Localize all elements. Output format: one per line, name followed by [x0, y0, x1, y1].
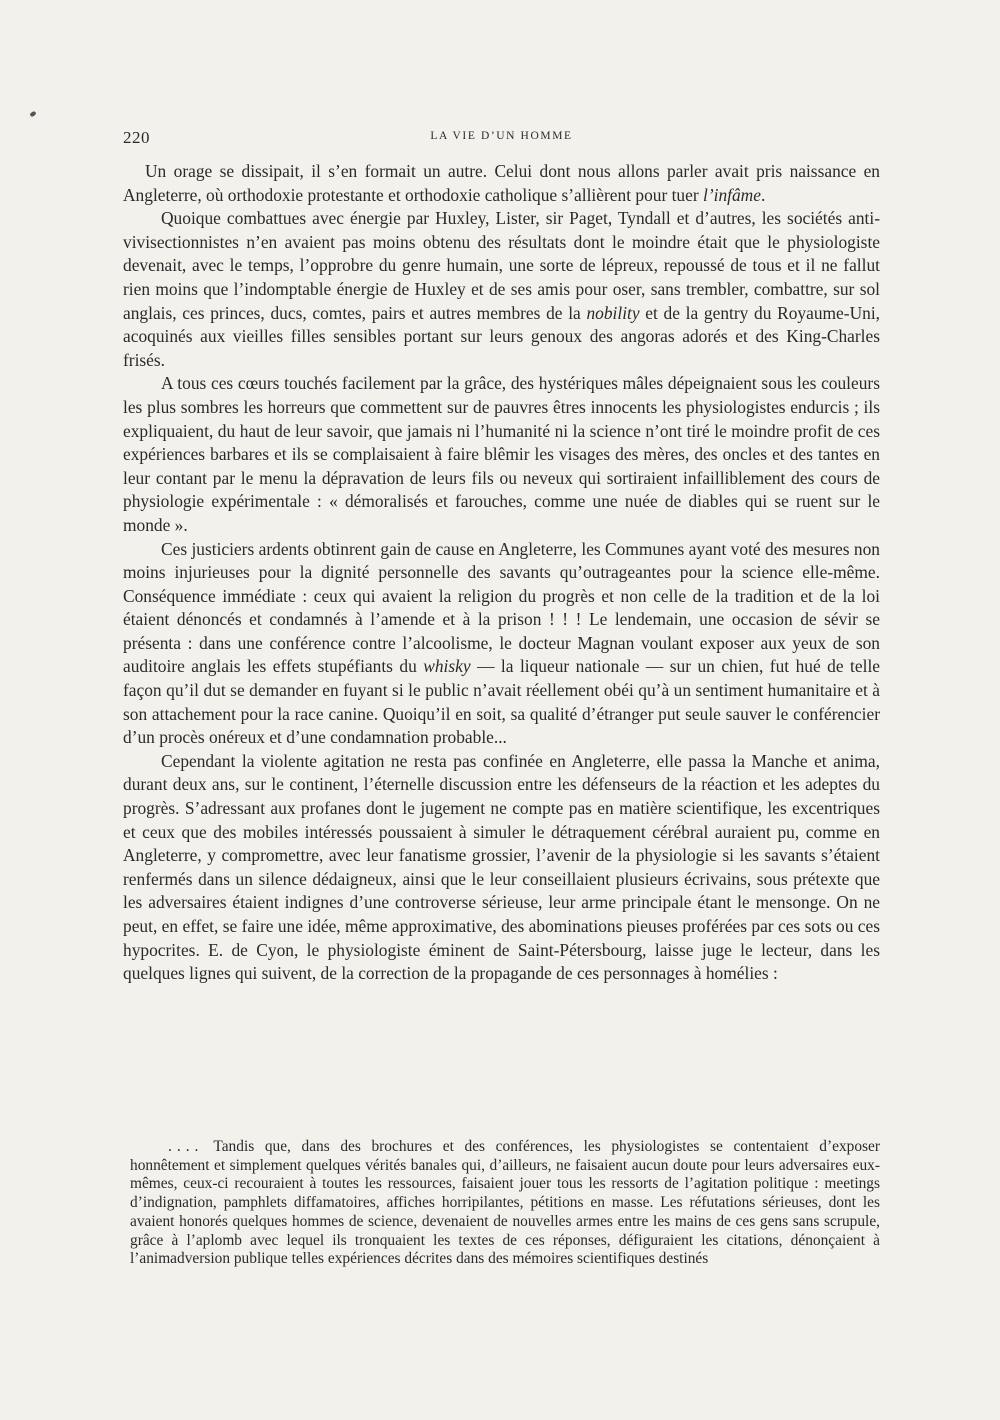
paragraph-3: A tous ces cœurs touchés facilement par la grâce, des hystériques mâles dépeignaient sous les couleurs les plus sombres les horreurs que commettent sur de pauvres êtres innocents les physiologistes endurcis ; ils expliquaient, du haut de leur savoir, que jamais ni l’humanité ni la science n’ont tiré le moindre profit de ces expériences barbares et ils se complaisaient à faire blêmir les visages des mères, des oncles et des tantes en leur contant par le menu la dépravation de leurs fils ou neveux qui sortiraient infailliblement des cours de physiologie expérimentale : « démoralisés et farouches, comme une nuée de diables qui se ruent sur le monde ». — [123, 373, 880, 535]
block-quote — [130, 1138, 880, 1269]
main-text — [123, 160, 880, 986]
paragraph-4-text-end: — la liqueur nationale — sur un chien, fut hué de telle façon qu’il dut se demander en fuyant si le public n’avait réellement obéi qu’à un sentiment humanitaire et à son attachement pour la race canine. Quoiqu’il en soit, sa qualité d’étranger put seule sauver le conférencier d’un procès onéreux et d’une condamnation probable... — [123, 656, 880, 748]
ink-speck — [29, 111, 36, 118]
paragraph-2 — [123, 207, 880, 372]
paragraph-1-text: Un orage se dissipait, il s’en formait un autre. Celui dont nous allons parler avait pris naissance en Angleterre, où orthodoxie protestante et orthodoxie catholique s’allièrent pour tuer — [123, 161, 880, 205]
paragraph-1-italic: l’infâme — [702, 184, 761, 205]
paragraph-4 — [123, 538, 880, 750]
paragraph-4-italic: whisky — [423, 656, 471, 677]
paragraph-4-text: Ces justiciers ardents obtinrent gain de cause en Angleterre, les Communes ayant voté des mesures non moins injurieuses pour la dignité personnelle des savants qu’outrageantes pour la science elle-même. Conséquence immédiate : ceux qui avaient la religion du progrès et non celle de la tradition et de la loi étaient dénoncés et condamnés à l’amende et à la prison ! ! ! Le lendemain, une occasion de sévir se présenta : dans une conférence contre l’alcoolisme, le docteur Magnan voulant exposer aux yeux de son auditoire anglais les effets stupéfiants du — [123, 538, 880, 677]
paragraph-2-text: Quoique combattues avec énergie par Huxley, Lister, sir Paget, Tyndall et d’autres, les sociétés anti-vivisectionnistes n’en avaient pas moins obtenu des résultats dont le moindre était que le physiologiste devenait, avec le temps, l’opprobre du genre humain, une sorte de lépreux, repoussé de tous et il ne fallut rien moins que l’indomptable énergie de Huxley et de ses amis pour oser, sans trembler, combattre, sur sol anglais, ces princes, ducs, comtes, pairs et autres membres de la — [123, 208, 880, 323]
ellipsis-dots: .... — [168, 1138, 204, 1155]
page-number: 220 — [123, 128, 150, 147]
paragraph-2-text-end: et de la gentry du Royaume-Uni, acoquinés aux vieilles filles sensibles portant sur leurs genoux des angoras adorés et des King-Charles frisés. — [123, 302, 880, 370]
paragraph-1-text-end: . — [760, 184, 766, 205]
quote-paragraph — [130, 1138, 880, 1269]
quote-text: Tandis que, dans des brochures et des conférences, les physiologistes se contentaient d’exposer honnêtement et simplement quelques vérités banales qui, d’ailleurs, ne faisaient aucun doute pour leurs adversaires eux-mêmes, ceux-ci recouraient à toutes les ressources, faisaient jouer tous les ressorts de l’agitation politique : meetings d’indignation, pamphlets diffamatoires, affiches horripilantes, pétitions en masse. Les réfutations sérieuses, dont les avaient honorés quelques hommes de science, devenaient de nouvelles armes entre les mains de ces gens sans scrupule, grâce à l’aplomb avec lequel ils tronquaient les textes de ces réponses, défiguraient les citations, dénonçaient à l’animadversion publique telles expériences décrites dans des mémoires scientifiques destinés — [130, 1138, 880, 1268]
paragraph-5: Cependant la violente agitation ne resta pas confinée en Angleterre, elle passa la Manche et anima, durant deux ans, sur le continent, l’éternelle discussion entre les défenseurs de la réaction et les adeptes du progrès. S’adressant aux profanes dont le jugement ne compte pas en matière scientifique, les excentriques et ceux que des mobiles intéressés poussaient à simuler le détraquement cérébral auraient pu, comme en Angleterre, y compromettre, avec leur fanatisme grossier, l’avenir de la physiologie si les savants s’étaient renfermés dans un silence dédaigneux, ainsi que le leur conseillaient plusieurs écrivains, sous prétexte que les adversaires étaient indignes d’une controverse sérieuse, leur arme principale étant le mensonge. On ne peut, en effet, se faire une idée, même approximative, des abominations pieuses proférées par ces sots ou ces hypocrites. E. de Cyon, le physiologiste éminent de Saint-Pétersbourg, laisse juge le lecteur, dans les quelques lignes qui suivent, de la correction de la propagande de ces personnages à homélies : — [123, 750, 880, 984]
paragraph-2-italic: nobility — [586, 302, 640, 323]
running-head: LA VIE D’UN HOMME — [430, 130, 573, 142]
paragraph-1 — [123, 160, 880, 207]
page-header — [123, 128, 880, 152]
